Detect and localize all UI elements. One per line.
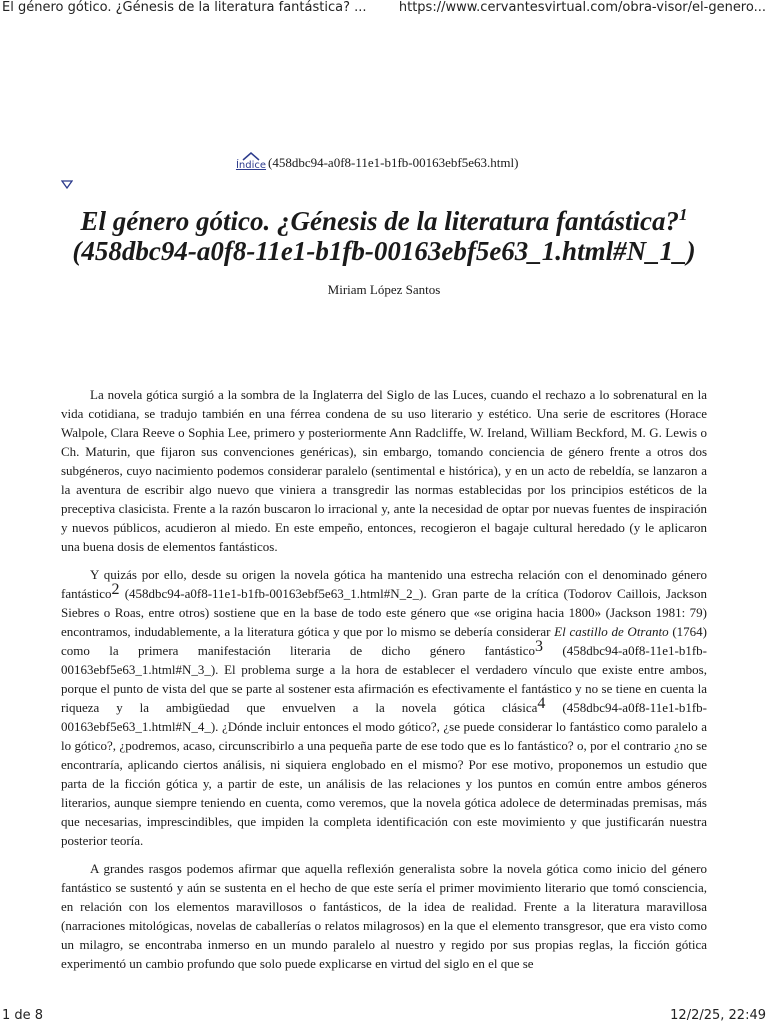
title-footnote-marker[interactable]: 1 (679, 205, 688, 224)
p2-text-3: (1764) como la primera manifestación literaria de dicho género fantástico (61, 624, 707, 658)
article-title (40, 206, 728, 266)
book-title-italic: El castillo de Otranto (554, 624, 669, 639)
print-header (0, 0, 768, 18)
footnote-marker-3[interactable]: 3 (535, 638, 543, 655)
title-footnote-link[interactable]: (458dbc94-a0f8-11e1-b1fb-00163ebf5e63_1.html#N_1_) (72, 236, 696, 266)
index-label: Índice (235, 160, 267, 171)
p2-text-4: . El problema surge a la hora de establecer el verdadero vínculo que existe entre ambos, porque el punto de vista del que se parte al sostener esta afirmación es efectivamente el fantástico y no se tiene en cuenta la riqueza y la ambigüedad que envuelven a la novela gótica clásica (61, 662, 707, 715)
index-link[interactable]: (458dbc94-a0f8-11e1-b1fb-00163ebf5e63.html) (268, 155, 519, 170)
paragraph-1: La novela gótica surgió a la sombra de la Inglaterra del Siglo de las Luces, cuando el rechazo a lo sobrenatural en la vida cotidiana, se tradujo también en una férrea condena de su uso literario y estético. Una serie de escritores (Horace Walpole, Clara Reeve o Sophia Lee, primero y posteriormente Ann Radcliffe, W. Ireland, William Beckford, M. G. Lewis o Ch. Maturin, que fijaron sus convenciones genéricas), sin embargo, tomando conciencia de género frente a otros dos subgéneros, cuyo nacimiento podemos considerar paralelo (sentimental e histórica), y en un acto de rebeldía, se lanzaron a la aventura de escribir algo nuevo que viniera a transgredir las normas establecidas por los principios estéticos de la preceptiva clasicista. Frente a la razón buscaron lo irracional y, ante la necesidad de optar por nuevas fuentes de inspiración y nuevos públicos, acudieron al miedo. En este empeño, entonces, recogieron el bagaje cultural heredado (y le aplicaron una buena dosis de elementos fantásticos. (61, 387, 707, 554)
print-header-title: El género gótico. ¿Génesis de la literatura fantástica? ... (2, 0, 367, 15)
article-body (61, 385, 707, 982)
paragraph-3: A grandes rasgos podemos afirmar que aquella reflexión generalista sobre la novela gótica como inicio del género fantástico se sustentó y aún se sustenta en el hecho de que este sería el primer movimiento literario que tomó consciencia, en relación con los elementos maravillosos o fantásticos, de la idea de realidad. Frente a la literatura maravillosa (narraciones mitológicas, novelas de caballerías o relatos milagrosos) en la que el elemento transgresor, que era visto como un milagro, se encontraba inmerso en un mundo paralelo al nuestro y regido por sus propias reglas, la ficción gótica experimentó un cambio profundo que solo puede explicarse en virtud del siglo en el que se (61, 861, 707, 971)
footnote-marker-2[interactable]: 2 (111, 581, 120, 598)
p2-text-5: . ¿Dónde incluir entonces el modo gótico?, ¿se puede considerar lo fantástico como paralelo a lo gótico?, ¿podremos, acaso, circunscribirlo a una pequeña parte de ese todo que es lo fantástico? o, por el contrario ¿no se encontraría, aplicando ciertos análisis, ni siquiera englobado en el mismo? Por ese motivo, proponemos un estudio que parta de la ficción gótica y, a partir de este, un análisis de las relaciones y los puntos en común entre ambos géneros literarios, aunque siempre teniendo en cuenta, como veremos, que la novela gótica adolece de determinadas premisas, más que necesarias, imprescindibles, que impiden la completa identificación con este movimiento y que justificarán nuestra posterior teoría. (61, 719, 707, 848)
footnote-link-3[interactable]: (458dbc94-a0f8-11e1-b1fb-00163ebf5e63_1.html#N_3_) (61, 643, 708, 677)
p2-text-2: . Gran parte de la crítica (Todorov Caillois, Jackson Siebres o Roas, entre otros) sostiene que en la base de todo este género que «se origina hacia 1800» (Jackson 1981: 79) encontramos, indudablemente, a la literatura gótica y que por lo mismo se debería considerar (61, 586, 707, 639)
index-button[interactable] (236, 152, 266, 171)
title-text: El género gótico. ¿Génesis de la literatura fantástica? (80, 206, 679, 236)
p2-text-1: Y quizás por ello, desde su origen la novela gótica ha mantenido una estrecha relación con el denominado género fantástico (61, 567, 707, 601)
print-datetime: 12/2/25, 22:49 (670, 1008, 766, 1023)
paragraph-2 (61, 565, 707, 850)
footnote-marker-4[interactable]: 4 (537, 695, 546, 712)
footnote-link-4[interactable]: (458dbc94-a0f8-11e1-b1fb-00163ebf5e63_1.html#N_4_) (61, 700, 708, 734)
print-footer (0, 1008, 768, 1024)
page-number: 1 de 8 (2, 1008, 44, 1023)
triangle-down-icon[interactable] (61, 180, 73, 189)
author-name: Miriam López Santos (327, 282, 441, 297)
index-nav (236, 152, 518, 171)
print-header-url[interactable]: https://www.cervantesvirtual.com/obra-visor/el-genero... (398, 0, 766, 15)
footnote-link-2[interactable]: (458dbc94-a0f8-11e1-b1fb-00163ebf5e63_1.html#N_2_) (124, 586, 424, 601)
